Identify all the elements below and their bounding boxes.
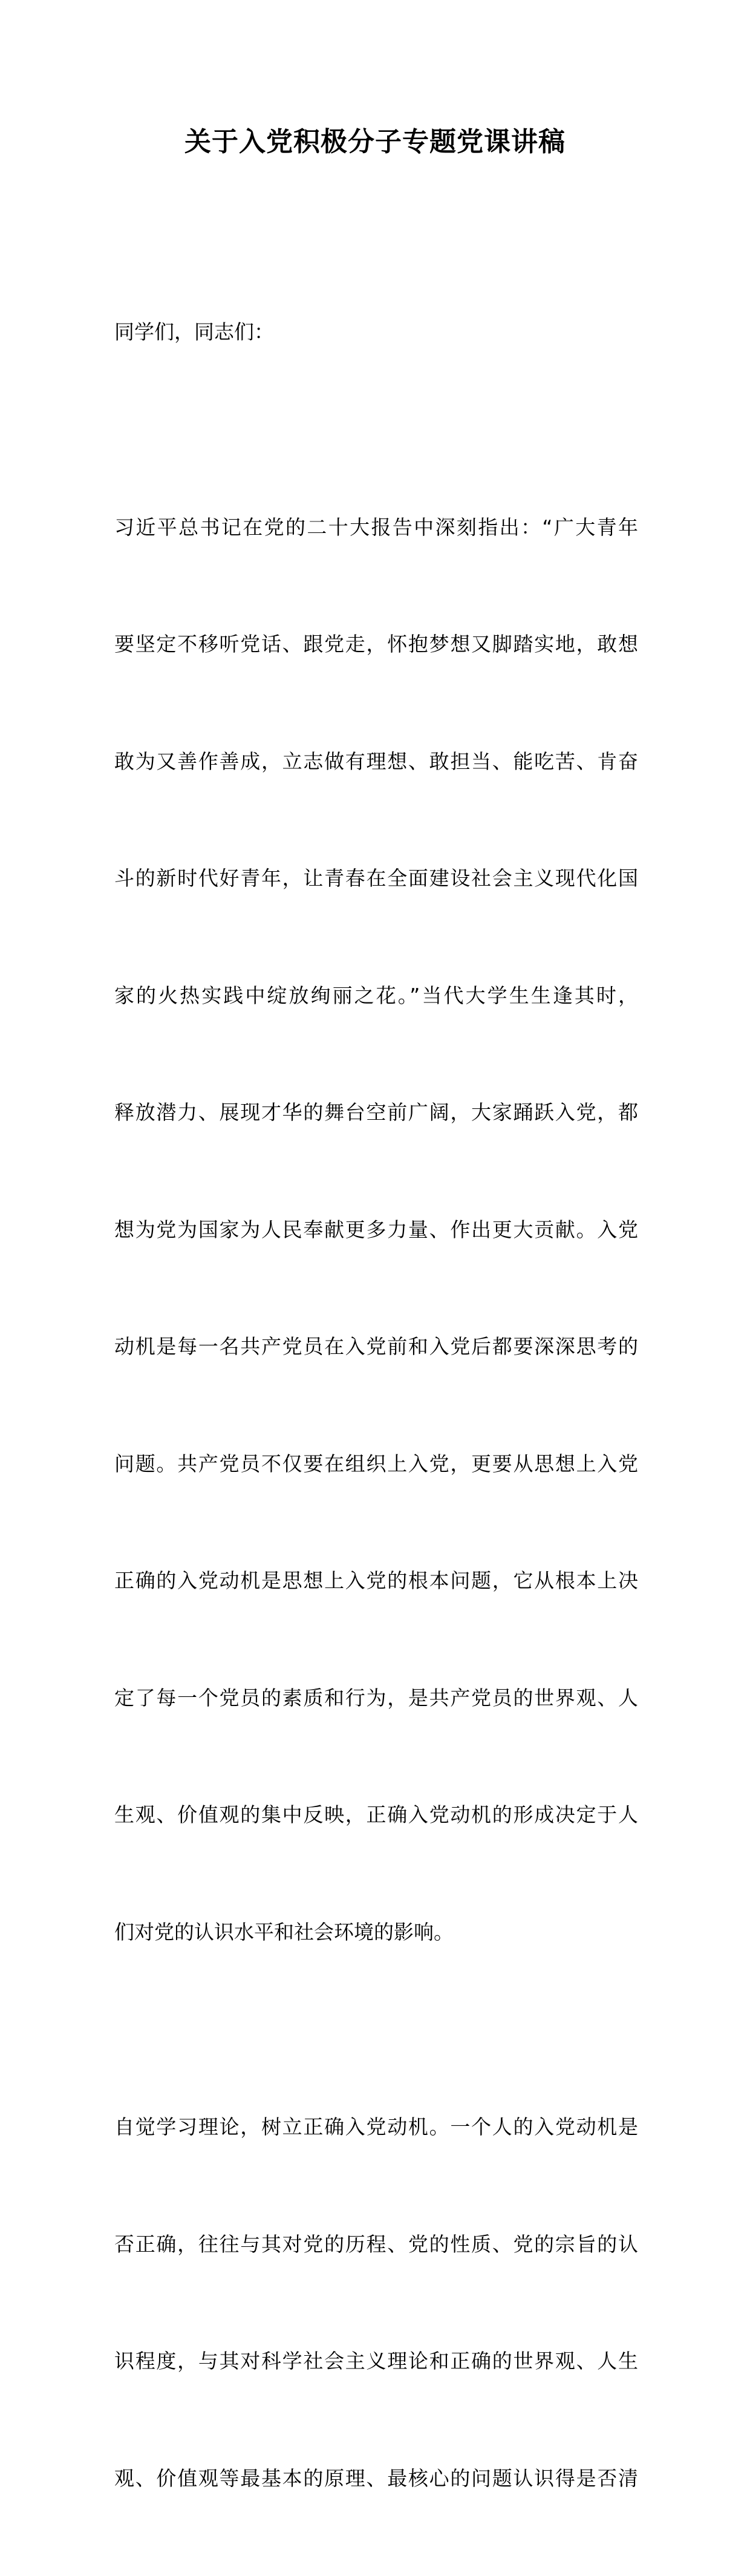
text-line: 释放潜力、展现才华的舞台空前广阔，大家踊跃入党，都 — [114, 1100, 638, 1124]
text-line: 家的火热实践中绽放绚丽之花。”当代大学生生逢其时， — [114, 983, 638, 1007]
text-line: 习近平总书记在党的二十大报告中深刻指出：“广大青年 — [114, 515, 638, 539]
text-line: 们对党的认识水平和社会环境的影响。 — [114, 1920, 454, 1944]
text-line: 问题。共产党员不仅要在组织上入党，更要从思想上入党 — [114, 1451, 638, 1476]
body-paragraph-2 — [114, 2030, 638, 2576]
document-body — [114, 235, 638, 2576]
text-line: 自觉学习理论，树立正确入党动机。一个人的入党动机是 — [114, 2115, 638, 2139]
text-line: 想为党为国家为人民奉献更多力量、作出更大贡献。入党 — [114, 1217, 638, 1241]
text-line: 否正确，往往与其对党的历程、党的性质、党的宗旨的认 — [114, 2232, 638, 2256]
text-line: 定了每一个党员的素质和行为，是共产党员的世界观、人 — [114, 1685, 638, 1710]
text-line: 敢为又善作善成，立志做有理想、敢担当、能吃苦、肯奋 — [114, 749, 638, 773]
text-line: 正确的入党动机是思想上入党的根本问题，它从根本上决 — [114, 1569, 638, 1592]
text-line: 斗的新时代好青年，让青春在全面建设社会主义现代化国 — [114, 866, 638, 890]
text-line: 识程度，与其对科学社会主义理论和正确的世界观、人生 — [114, 2349, 638, 2373]
document-title: 关于入党积极分子专题党课讲稿 — [184, 126, 566, 157]
body-paragraph-1 — [114, 430, 638, 2030]
text-line: 观、价值观等最基本的原理、最核心的问题认识得是否清 — [114, 2466, 638, 2490]
text-line: 同学们，同志们： — [114, 320, 274, 344]
text-line: 生观、价值观的集中反映，正确入党动机的形成决定于人 — [114, 1803, 638, 1826]
greeting-paragraph — [114, 235, 638, 430]
text-line: 动机是每一名共产党员在入党前和入党后都要深深思考的 — [114, 1335, 638, 1358]
text-line: 要坚定不移听党话、跟党走，怀抱梦想又脚踏实地，敢想 — [114, 632, 638, 656]
